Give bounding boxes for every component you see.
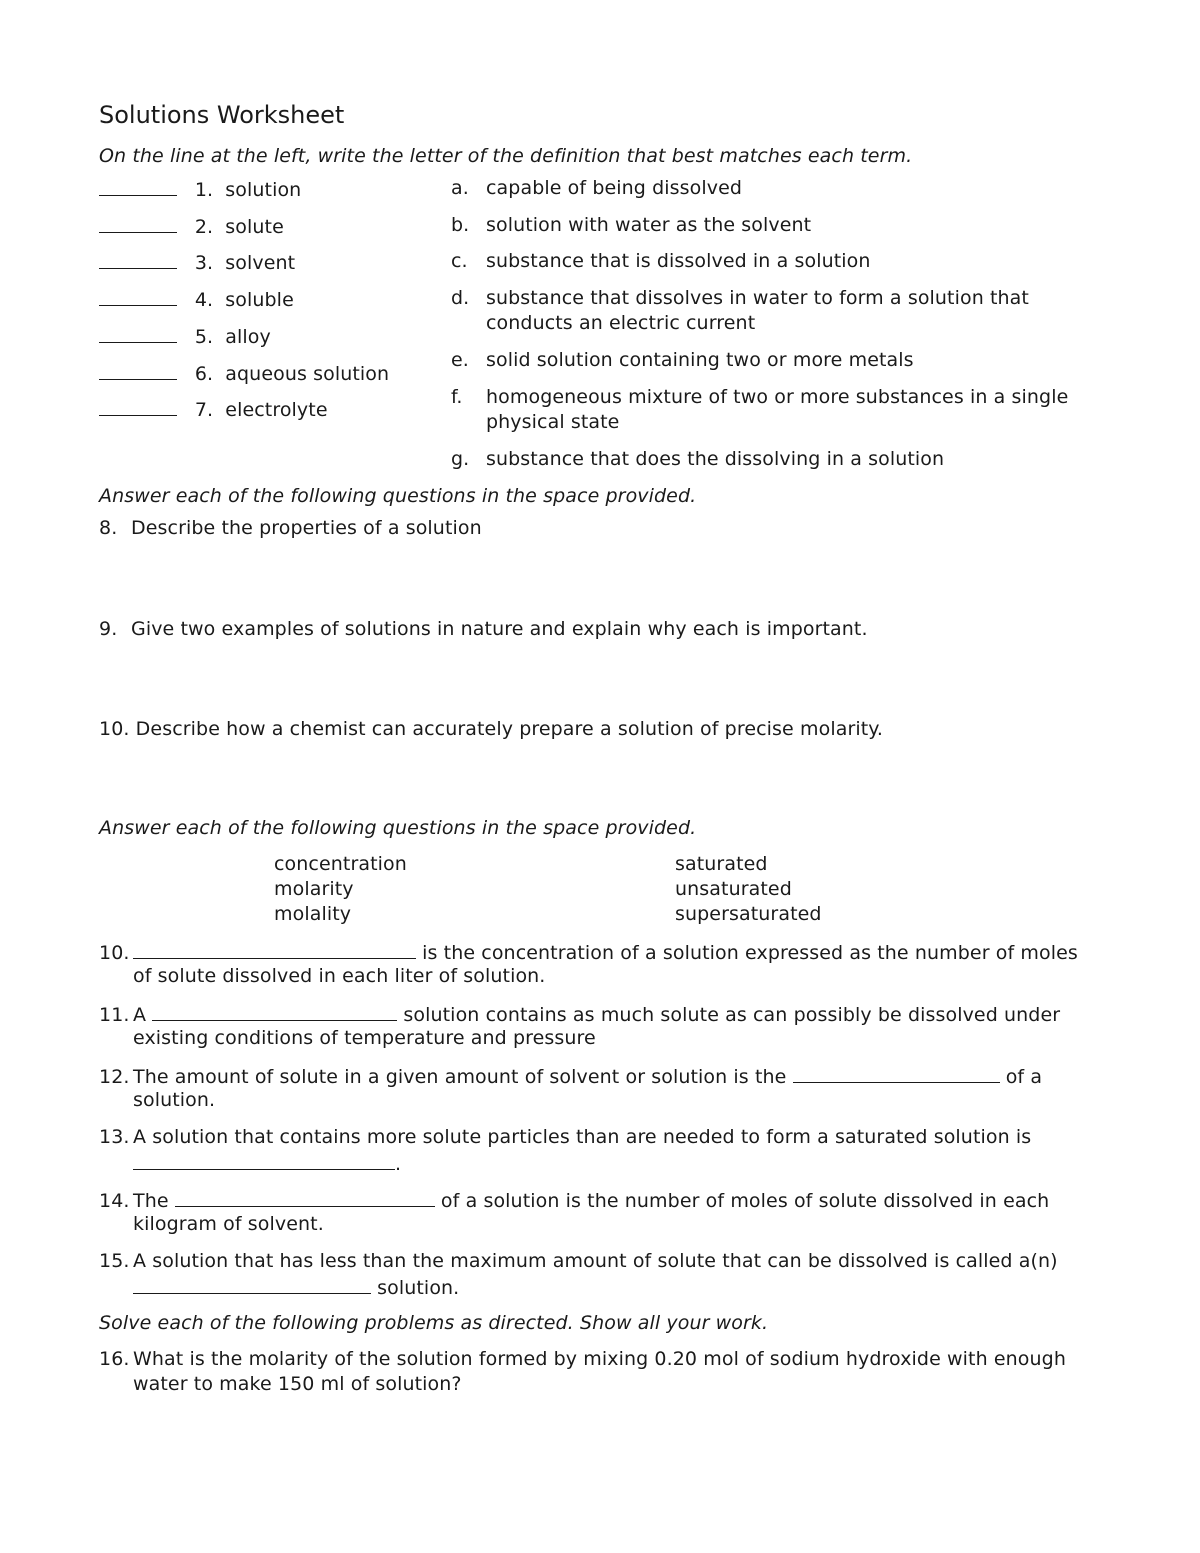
list-item: 2. solute [99, 214, 284, 238]
definition-letter: b. [451, 214, 470, 236]
question-16-cont: water to make 150 ml of solution? [133, 1373, 462, 1395]
list-item: 5. alloy [99, 324, 271, 348]
question-12: 12. The amount of solute in a given amount of solvent or solution is the of a [99, 1066, 1043, 1088]
definition-text: solution with water as the solvent [486, 214, 812, 236]
definition-letter: e. [451, 349, 469, 371]
list-item: 6. aqueous solution [99, 361, 389, 385]
answer-blank[interactable] [133, 1275, 371, 1294]
answer-blank[interactable] [99, 287, 177, 306]
answer-blank[interactable] [99, 397, 177, 416]
answer-blank[interactable] [152, 1002, 397, 1021]
question-10-cont: of solute dissolved in each liter of solution. [133, 965, 546, 987]
answer-blank[interactable] [99, 177, 177, 196]
definition-text: solid solution containing two or more metals [486, 349, 914, 371]
question-8: 8. Describe the properties of a solution [99, 517, 482, 539]
short-answer-instruction: Answer each of the following questions in the space provided. [99, 485, 697, 507]
question-14: 14. The of a solution is the number of moles of solute dissolved in each [99, 1190, 1050, 1212]
definition-letter: c. [451, 250, 468, 272]
answer-blank[interactable] [99, 361, 177, 380]
word-bank-item: molality [274, 903, 352, 925]
definition-text-cont: physical state [486, 411, 620, 433]
question-10: 10. is the concentration of a solution expressed as the number of moles [99, 942, 1078, 964]
question-11-cont: existing conditions of temperature and pressure [133, 1027, 596, 1049]
definition-text: substance that is dissolved in a solution [486, 250, 871, 272]
question-15: 15. A solution that has less than the maximum amount of solute that can be dissolved is called a(n) [99, 1250, 1058, 1272]
definition-text: substance that dissolves in water to form a solution that [486, 287, 1029, 309]
answer-blank[interactable] [99, 214, 177, 233]
definition-text: homogeneous mixture of two or more substances in a single [486, 386, 1069, 408]
question-16: 16. What is the molarity of the solution formed by mixing 0.20 mol of sodium hydroxide with enough [99, 1348, 1066, 1370]
answer-blank[interactable] [793, 1064, 1000, 1083]
definition-letter: f. [451, 386, 463, 408]
answer-blank[interactable] [133, 940, 416, 959]
question-15-cont: solution. [133, 1275, 459, 1299]
definition-letter: g. [451, 448, 470, 470]
definition-text-cont: conducts an electric current [486, 312, 756, 334]
question-11: 11. A solution contains as much solute as can possibly be dissolved under [99, 1004, 1061, 1026]
answer-blank[interactable] [133, 1151, 395, 1170]
word-bank-item: molarity [274, 878, 354, 900]
question-9: 9. Give two examples of solutions in nature and explain why each is important. [99, 618, 868, 640]
matching-instruction: On the line at the left, write the letter of the definition that best matches each term. [99, 145, 913, 167]
question-10-short: 10. Describe how a chemist can accurately prepare a solution of precise molarity. [99, 718, 884, 740]
definition-letter: a. [451, 177, 469, 199]
word-bank-item: concentration [274, 853, 407, 875]
problems-instruction: Solve each of the following problems as directed. Show all your work. [99, 1312, 769, 1334]
page-title: Solutions Worksheet [99, 101, 345, 129]
answer-blank[interactable] [99, 324, 177, 343]
question-13: 13. A solution that contains more solute particles than are needed to form a saturated solution is [99, 1126, 1032, 1148]
list-item: 4. soluble [99, 287, 294, 311]
list-item: 3. solvent [99, 250, 295, 274]
word-bank-item: unsaturated [675, 878, 792, 900]
word-bank-item: supersaturated [675, 903, 822, 925]
answer-blank[interactable] [175, 1188, 435, 1207]
word-bank-item: saturated [675, 853, 768, 875]
question-12-cont: solution. [133, 1089, 216, 1111]
fill-in-instruction: Answer each of the following questions in the space provided. [99, 817, 697, 839]
definition-letter: d. [451, 287, 470, 309]
definition-text: substance that does the dissolving in a solution [486, 448, 945, 470]
question-13-cont: . [133, 1151, 401, 1175]
definition-text: capable of being dissolved [486, 177, 743, 199]
question-14-cont: kilogram of solvent. [133, 1213, 324, 1235]
list-item: 1. solution [99, 177, 301, 201]
list-item: 7. electrolyte [99, 397, 328, 421]
answer-blank[interactable] [99, 250, 177, 269]
